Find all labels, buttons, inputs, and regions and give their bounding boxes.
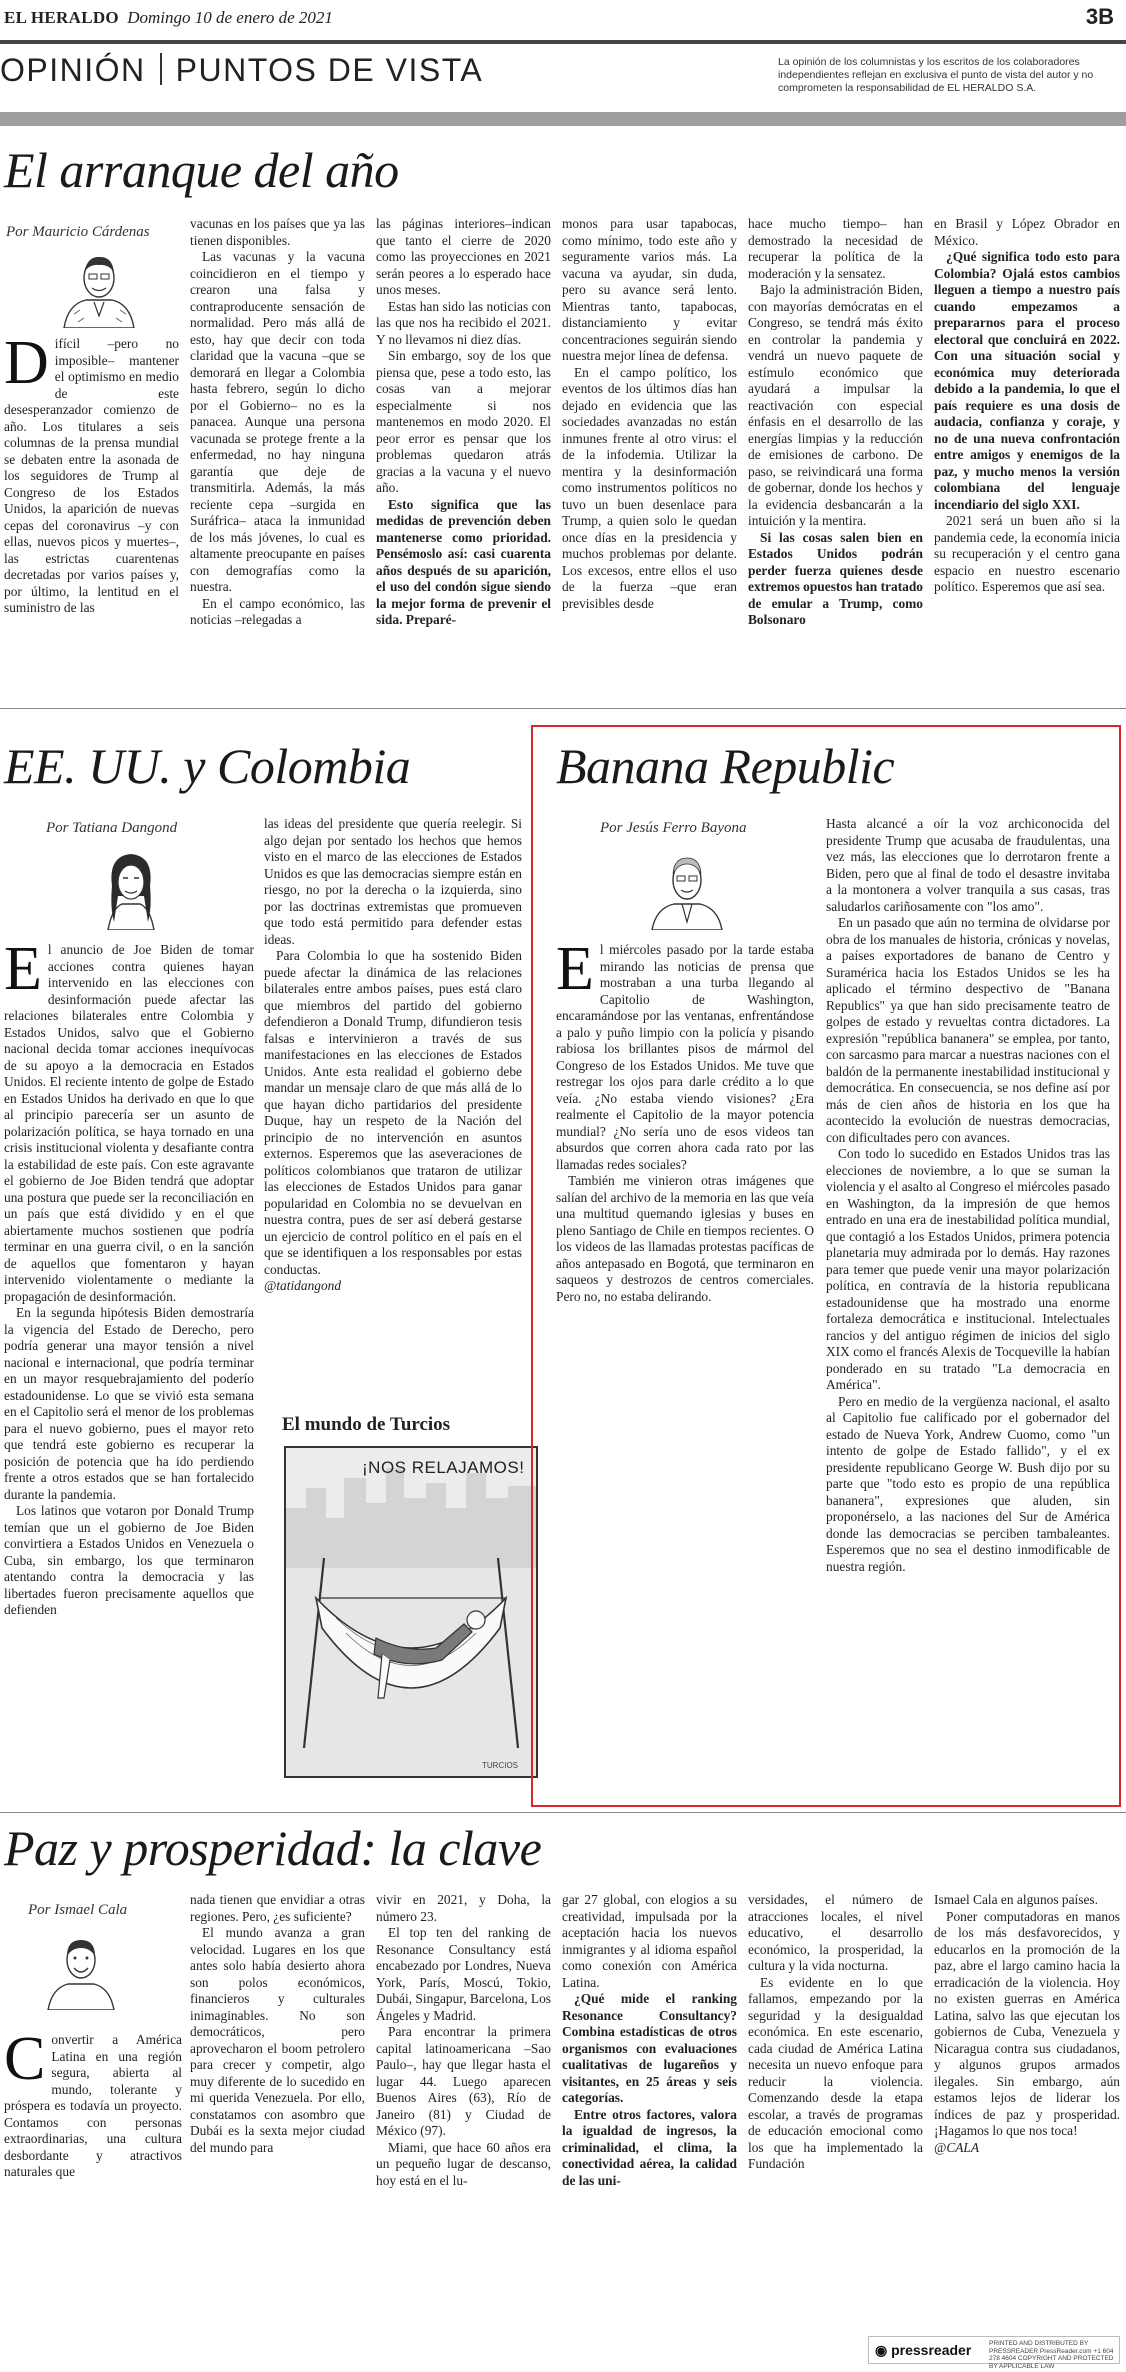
author-portrait-icon <box>40 1926 122 2010</box>
paragraph: ifícil –pero no imposible– mantener el optimismo en medio de este desesperanzador comienzo de año. Los titulares a seis columnas de la prensa mundial se debaten entre la asonada de los seguidores de Trump al Congreso de los Estados Unidos, la aparición de nuevas cepas del coronavirus –y con ellas, nuevos picos y muertes–, las estrictas cuarentenas decretadas por varios países y, por último, la lentitud en el suministro de las <box>4 336 179 615</box>
author-handle[interactable]: @tatidangond <box>264 1278 342 1293</box>
article-column <box>4 2032 182 2332</box>
paragraph: ¿Qué significa todo esto para Colombia? Ojalá estos cambios lleguen a tiempo a nuestro país cuando empezamos a prepararnos para el proceso electoral que concluirá en 2022. Con una situación social y económica muy deteriorada debido a la pandemia, lo que el país requiere es una dosis de audacia, confianza y coraje, y no de una nueva confrontación entre amigos y enemigos de la paz, y mucho menos la versión colombiana del lenguaje incendiario del siglo XXI. <box>934 249 1120 512</box>
paragraph: Las vacunas y la vacuna coincidieron en el tiempo y crearon una falsa y contraproducente sensación de normalidad. Pero más allá de esto, hay que decir con toda claridad que la vacuna –que se demorará en llegar a Colombia hasta febrero, según lo dicho por el Gobierno– no es la panacea. Aunque una persona vacunada se protege frente a la enfermedad, no hay ninguna garantía que deje de transmitirla. Además, la más reciente cepa –surgida en Suráfrica– ataca la inmunidad de los más jóvenes, lo cual es altamente preocupante en países con demografías como la nuestra. <box>190 249 365 594</box>
paragraph: 2021 será un buen año si la pandemia cede, la economía inicia su recuperación y el centro gana espacio en nuestro escenario político. Esperemos que así sea. <box>934 513 1120 594</box>
paragraph: En el campo económico, las noticias –relegadas a <box>190 595 365 627</box>
article-title: EE. UU. y Colombia <box>4 738 411 794</box>
author-handle[interactable]: @CALA <box>934 2139 980 2155</box>
section-divider <box>0 708 1126 709</box>
article-column <box>934 216 1120 696</box>
author-portrait-icon <box>90 846 172 930</box>
paragraph: También me vinieron otras imágenes que salían del archivo de la memoria en las que veía una multitud quemando iglesias y buses en pleno Santiago de Chile en tiempos recientes. O los videos de las llamadas protestas pacíficas de años antepasado en Bogotá, que terminaron en saqueos y destrozos de centros comerciales. Pero no, no estaba delirando. <box>556 1173 814 1304</box>
paragraph: Es evidente en lo que fallamos, empezando por la seguridad y la desigualdad económica. En este escenario, cada ciudad de América Latina necesita un nuevo enfoque para reducir la violencia. Comenzando desde la etapa escolar, a través de programas de educación emocional como los que ha implementado la Fundación <box>748 1974 923 2171</box>
article-column <box>376 216 551 696</box>
paragraph: Sin embargo, soy de los que piensa que, pese a todo esto, las cosas van a mejorar especialmente si nos mantenemos en modo 2020. El peor error es pensar que los problemas quedaron atrás gracias a la vacuna y el nuevo año. <box>376 348 551 495</box>
paragraph: nada tienen que envidiar a otras regiones. Pero, ¿es suficiente? <box>190 1892 365 1924</box>
paragraph: Miami, que hace 60 años era un pequeño lugar de descanso, hoy está en el lu- <box>376 2139 551 2188</box>
paragraph: Con todo lo sucedido en Estados Unidos tras las elecciones de noviembre, a lo que se suman la violencia y el asalto al Congreso el miércoles pasado en Washington, da la impresión de que hemos entrado en una era de inestabilidad política mundial, que contagió a los Estados Unidos, primera potencia planetaria muy admirada por lo demás. Hay razones para temer que puede venir una mayor polarización política, en contravía de la historia republicana estadounidense que ha mostrado una enorme fortaleza democrática e institucional. Intelectuales rancios y del antiguo régimen de inicios del siglo XIX como el francés Alexis de Tocqueville la habían ponderado en su tratado "La democracia en América". <box>826 1146 1110 1392</box>
article-title: Banana Republic <box>556 738 895 794</box>
section-divider <box>160 53 162 85</box>
cartoon-illustration-icon <box>286 1448 536 1776</box>
paragraph: Poner computadoras en manos de los más desfavorecidos, y educarlos en la promoción de la paz, abre el largo camino hacia la erradicación de la violencia. Hoy no existen guerras en América Latina, salvo las que ejecutan los gobiernos de Cuba, Venezuela y Nicaragua contra sus ciudadanos, y algunos grupos armados ilegales. Sin embargo, aún estamos lejos de liderar los índices de paz y prosperidad. ¡Hagamos lo que nos toca! <box>934 1908 1120 2138</box>
paragraph: En un pasado que aún no termina de olvidarse por obra de los manuales de historia, crónicas y novelas, a países exportadores de banano de Centro y Suramérica hacia los Estados Unidos se les ha aplicado el término despectivo de "Banana Republics" ya que han sido precisamente teatro de golpes de estado y revueltas contra dictadores. La expresión "república bananera" se emplea, por tanto, con sarcasmo para marcar a nuestras naciones con el baldón de la permanente inestabilidad institucional y democrática. En consecuencia, se nos define así por más de cien años de historia en los que ha acontecido la evolución de nuestras democracias, con dificultades pero con avances. <box>826 915 1110 1145</box>
article-column <box>826 816 1110 1800</box>
article-column <box>748 216 923 696</box>
article-column <box>934 1892 1120 2332</box>
article-column <box>748 1892 923 2332</box>
article-column <box>264 816 522 1396</box>
paragraph: gar 27 global, con elogios a su creatividad, impulsada por la aceptación hacia los nuevos inmigrantes y al idioma español como conexión con América Latina. <box>562 1892 737 1990</box>
paragraph: El top ten del ranking de Resonance Consultancy está encabezado por Londres, Nueva York, París, Moscú, Tokio, Dubái, Singapur, Barcelona, Los Ángeles y Madrid. <box>376 1925 551 2023</box>
grey-band <box>0 112 1126 126</box>
article-column <box>562 1892 737 2332</box>
article-column <box>190 216 365 696</box>
paragraph: Los latinos que votaron por Donald Trump temían que un el gobierno de Joe Biden convirtiera a Estados Unidos en Venezuela o Cuba, sin embargo, los que terminaron atentando contra la democracia y las libertades fueron precisamente aquellos que defienden <box>4 1503 254 1617</box>
issue-date: Domingo 10 de enero de 2021 <box>127 8 333 27</box>
article-column <box>190 1892 365 2332</box>
section-title: OPINIÓN <box>0 52 146 88</box>
paragraph: Esto significa que las medidas de prevención deben mantenerse como prioridad. Pensémoslo así: casi cuarenta años después de su aparición, el uso del condón sigue siendo la mejor forma de prevenir el sida. Preparé- <box>376 496 551 627</box>
page-number: 3B <box>1085 4 1114 29</box>
article-byline: Por Ismael Cala <box>28 1902 128 1918</box>
paragraph: en Brasil y López Obrador en México. <box>934 216 1120 248</box>
section-header <box>0 52 483 89</box>
author-portrait-icon <box>58 244 140 328</box>
article-byline: Por Mauricio Cárdenas <box>6 224 150 240</box>
paragraph: hace mucho tiempo– han demostrado la necesidad de recuperar la política de la moderación y la sensatez. <box>748 216 923 281</box>
drop-cap: E <box>4 942 42 1003</box>
pressreader-logo: ◉ pressreader <box>875 2342 972 2358</box>
article-byline: Por Jesús Ferro Bayona <box>600 820 747 836</box>
article-column <box>562 216 737 696</box>
paragraph: las ideas del presidente que quería reelegir. Si algo dejan por sentado los hechos que hemos visto en el marco de las elecciones de Estados Unidos es que las democracias siempre están en riesgo, no por la derecha o la izquierda, sino por las doctrinas extremistas que promueven que todo está permitido para defender estas ideas. <box>264 816 522 947</box>
article-column <box>4 336 179 696</box>
cartoon-signature: TURCIOS <box>482 1761 518 1770</box>
article-column <box>556 942 814 1482</box>
paragraph: las páginas interiores–indican que tanto el cierre de 2020 como las proyecciones en 2021 serán peores a lo esperado hace unos meses. <box>376 216 551 297</box>
drop-cap: E <box>556 942 594 1003</box>
author-portrait-icon <box>646 846 728 930</box>
subsection-title: PUNTOS DE VISTA <box>175 52 484 88</box>
paragraph: Entre otros factores, valora la igualdad de ingresos, la criminalidad, el clima, la conectividad aérea, la calidad de las uni- <box>562 2106 737 2188</box>
drop-cap: D <box>4 336 49 397</box>
paragraph: onvertir a América Latina en una región segura, abierta al mundo, tolerante y próspera es todavía un proyecto. Contamos con personas extraordinarias, una cultura desbordante y atractivos naturales que <box>4 2032 182 2179</box>
pressreader-badge[interactable] <box>868 2336 1120 2370</box>
paragraph: Para encontrar la primera capital latinoamericana –Sao Paulo–, hay que llegar hasta el lugar 44. Luego aparecen Buenos Aires (63), Río de Janeiro (81) y Ciudad de México (97). <box>376 2024 551 2138</box>
paragraph: ¿Qué mide el ranking Resonance Consultancy? Combina estadísticas de otros organismos con evaluaciones cualitativas de lugareños y visitantes, en 25 áreas y seis categorías. <box>562 1991 737 2105</box>
paragraph: Estas han sido las noticias con las que nos ha recibido el 2021. Y no llevamos ni diez días. <box>376 298 551 347</box>
article-byline: Por Tatiana Dangond <box>46 820 178 836</box>
paragraph: Ismael Cala en algunos países. <box>934 1892 1098 1907</box>
drop-cap: C <box>4 2032 46 2093</box>
newspaper-brand: EL HERALDO <box>4 8 119 27</box>
paragraph: l miércoles pasado por la tarde estaba mirando las noticias de prensa que mostraban a una turba llegando al Capitolio de Washington, encaramándose por las ventanas, enfrentándose a palo y puño limpio con la policía y pisando rabiosa los brillantes pisos de mármol del Congreso de los Estados Unidos. Me tuve que restregar los ojos para darle crédito a lo que veía. ¿No estaba viendo visiones? ¿Era realmente el Capitolio de la mayor potencia mundial? ¿No sería uno de esos videos tan absurdos que corren ahora cada rato por las llamadas redes sociales? <box>556 942 814 1172</box>
paragraph: En el campo político, los eventos de los últimos días han dejado en evidencia que las sociedades avanzadas no están inmunes frente al otro virus: el de la infodemia. Utilizar la mentira y la desinformación como instrumentos políticos no tuvo un buen desenlace para Trump, a quien solo le quedan once días en la presidencia y muchos problemas por delante. Los excesos, entre ellos el uso de la fuerza –que eran previsibles desde <box>562 364 737 611</box>
paragraph: Para Colombia lo que ha sostenido Biden puede afectar la dinámica de las relaciones bilaterales entre ambos países, pues está claro que miembros del partido del gobierno defendieron a Donald Trump, difundieron tesis falsas e intervinieron a través de sus manifestaciones en las elecciones de Estados Unidos. Ante esta realidad el gobierno debe mandar un mensaje claro de que más allá de lo que hayan dicho partidarios del presidente Duque, hay un respeto de la Nación del principio de no intervención en asuntos externos. Esperemos que las aseveraciones de políticos colombianos que trataron de utilizar las elecciones de Estados Unidos para ganar popularidad en Colombia no se devuelvan en nuestra contra, pues de ser así deberá gestarse un ejercicio de control político en el país en el que se identifiquen a los responsables por estas conductas. <box>264 948 522 1277</box>
top-rule <box>0 40 1126 44</box>
article-column <box>376 1892 551 2332</box>
paragraph: l anuncio de Joe Biden de tomar acciones contra quienes hayan intervenido en las elecciones con desinformación puede afectar las relaciones bilaterales entre Colombia y Estados Unidos, salvo que el Gobierno nacional decida tomar acciones inequívocas de su apoyo a la democracia en Estados Unidos. El reciente intento de golpe de Estado en Estados Unidos ha derivado en que lo que al principio parecería ser un asunto de polarización política, se haya tornado en una crisis institucional violenta y desafiante contra la estabilidad de este país. Con este agravante el gobierno de Joe Biden tendrá que adoptar una postura que puede ser la reconciliación en un país que está dividido y en el que abiertamente muchos sostienen que podría terminar en una guerra civil, o en la sanción de aquellos que fomentaron y hayan intervenido violentamente o mediante la propagación de desinformación. <box>4 942 254 1304</box>
cartoon-title: El mundo de Turcios <box>282 1414 451 1435</box>
editorial-disclaimer: La opinión de los columnistas y los escritos de los colaboradores independientes reflejan en exclusiva el punto de vista del autor y no comprometen la responsabilidad de EL HERALDO S.A. <box>778 56 1094 94</box>
pressreader-fine-print: PRINTED AND DISTRIBUTED BY PRESSREADER PressReader.com +1 604 278 4604 COPYRIGHT AND PROTECTED BY APPLICABLE LAW <box>989 2340 1114 2370</box>
article-column <box>4 942 254 1682</box>
paragraph: vivir en 2021, y Doha, la número 23. <box>376 1892 551 1924</box>
masthead <box>4 6 333 30</box>
section-divider <box>0 1812 1126 1813</box>
paragraph: Pero en medio de la vergüenza nacional, el asalto al Capitolio fue calificado por el gobernador del estado de Nueva York, Andrew Cuomo, como "un intento de golpe de Estado fallido", y el ex presidente republicano George W. Bush dijo por su parte que "todo esto es propio de una república bananera", expresiones que aluden, sin proponérselo, a las naciones del Sur de América donde las democracias se perciben tambaleantes. Esperemos que no sea el destino inmodificable de nuestra región. <box>826 1393 1110 1574</box>
paragraph: vacunas en los países que ya las tienen disponibles. <box>190 216 365 248</box>
paragraph: En la segunda hipótesis Biden demostraría la vigencia del Estado de Derecho, pero podría generar una mayor tensión a nivel nacional e internacional, que podría terminar en un mayor resquebrajamiento del poderío estadounidense. Lo que se vivió esta semana en el Capitolio será el menor de los problemas para el nuevo gobierno, pues el mayor reto que tendrá este gobierno es recuperar la posición de potencia que ha ido perdiendo frente a otros estados que se han fortalecido durante la pandemia. <box>4 1305 254 1502</box>
paragraph: Si las cosas salen bien en Estados Unidos podrán perder fuerza quienes desde extremos opuestos han tratado de emular a Trump, como Bolsonaro <box>748 529 923 627</box>
paragraph: monos para usar tapabocas, como mínimo, todo este año y seguramente varios más. La vacuna va ayudar, sin duda, pero su avance será lento. Mientras tanto, tapabocas, distanciamiento y evitar concentraciones seguirán siendo nuestra mejor línea de defensa. <box>562 216 737 363</box>
paragraph: Hasta alcancé a oír la voz archiconocida del presidente Trump que acusaba de fraudulentas, una vez más, las elecciones que lo derrotaron frente a Biden, pero que al final de todo el desastre invitaba a la montonera a volver tranquila a sus casas, tras saludarlos cariñosamente con "los amo". <box>826 816 1110 914</box>
paragraph: El mundo avanza a gran velocidad. Lugares en los que antes solo había desierto ahora son polos económicos, financieros y culturales inimaginables. No son democráticos, pero aprovecharon el boom petrolero para crecer y competir, algo muy diferente de lo sucedido en mi querida Venezuela. Por ello, constatamos con asombro que Dubái es la sexta mejor ciudad del mundo para <box>190 1925 365 2155</box>
article-title: El arranque del año <box>4 142 399 198</box>
paragraph: Bajo la administración Biden, con mayorías demócratas en el Congreso, se tendrá más éxito en controlar la pandemia y vendrá un nuevo paquete de estímulo económico que ayudará a impulsar la reactivación con especial énfasis en el desarrollo de las energías limpias y la reducción de emisiones de carbono. De paso, se reivindicará una forma de gobernar, donde los hechos y la evidencia desbancarán a la intuición y la mentira. <box>748 282 923 528</box>
editorial-cartoon <box>284 1446 538 1778</box>
cartoon-caption: ¡NOS RELAJAMOS! <box>362 1458 525 1477</box>
paragraph: versidades, el número de atracciones locales, el nivel educativo, el desarrollo económico, la prosperidad, la cultura y la vida nocturna. <box>748 1892 923 1973</box>
article-title: Paz y prosperidad: la clave <box>4 1820 542 1876</box>
